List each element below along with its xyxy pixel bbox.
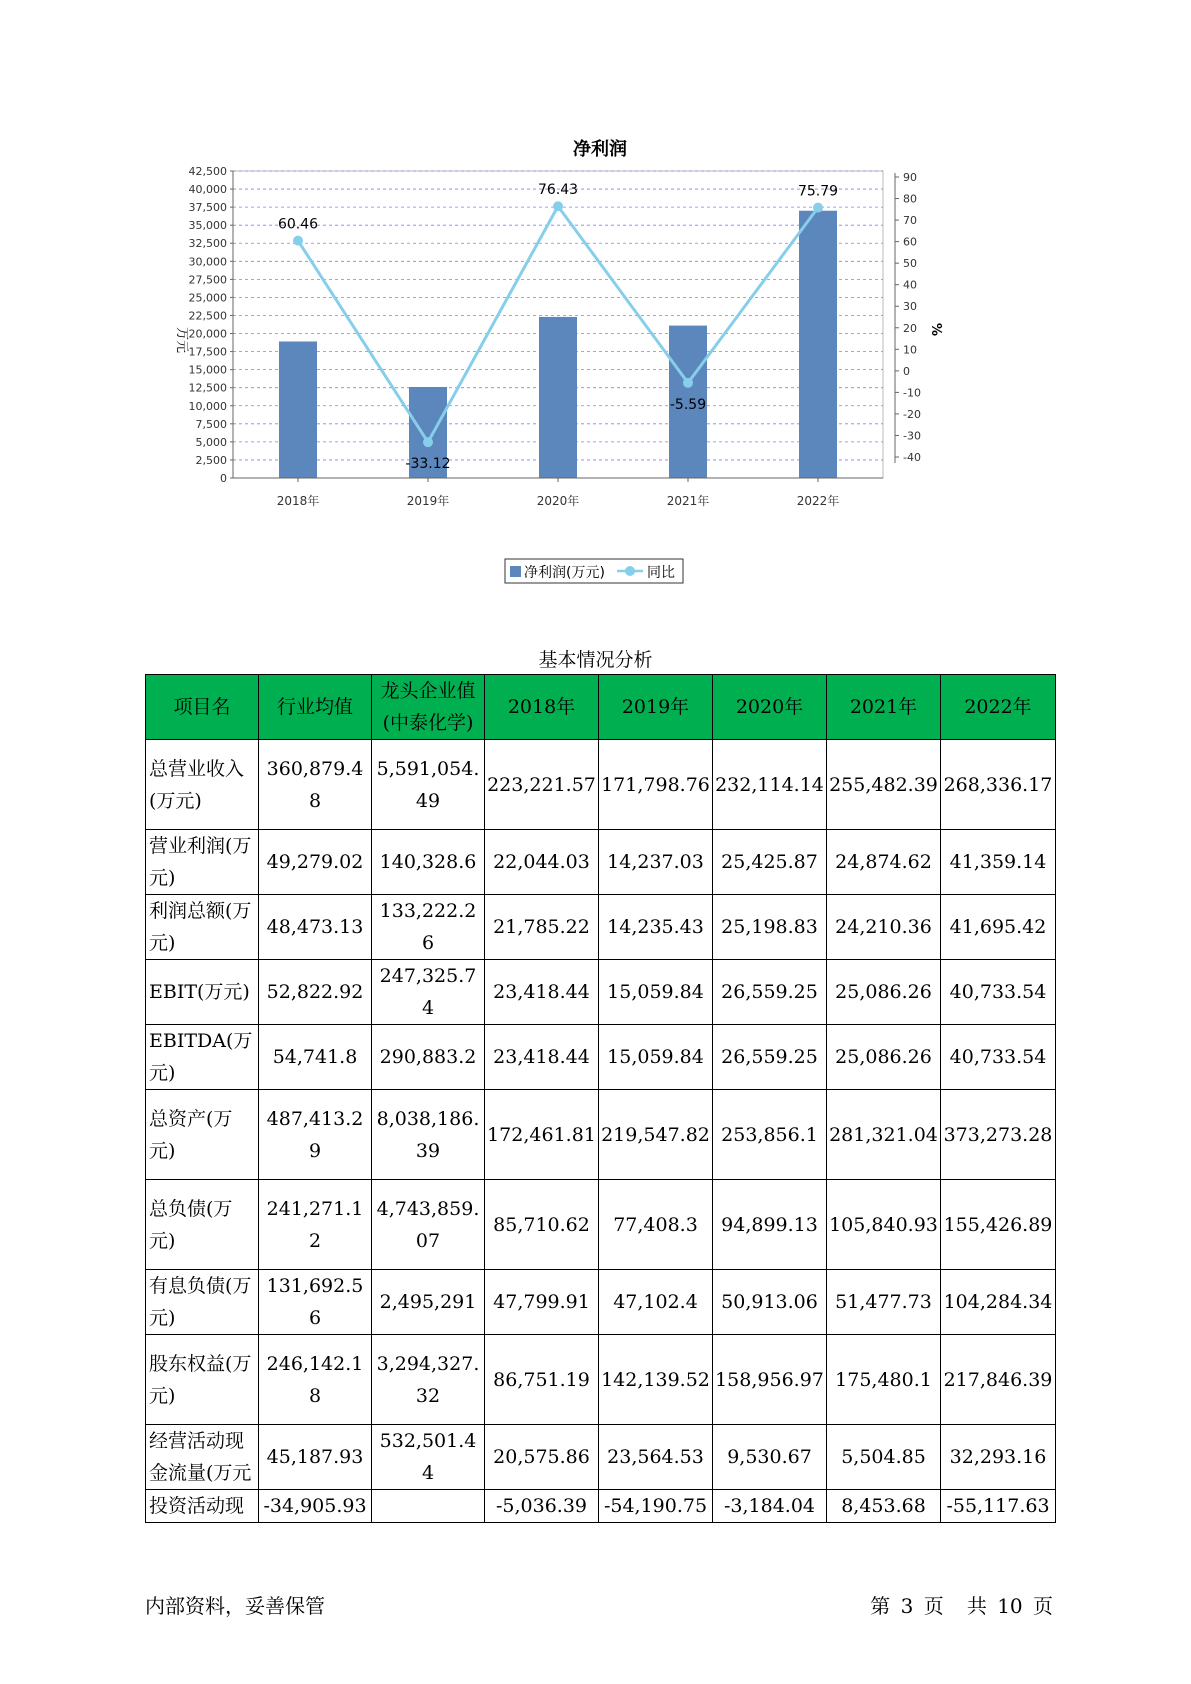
table-row	[146, 1425, 1056, 1490]
x-tick-label: 2020年	[536, 494, 580, 508]
y2-tick-label: 60	[903, 235, 917, 249]
table-cell: 23,418.44	[485, 1025, 599, 1090]
yoy-data-label: 60.46	[277, 216, 319, 233]
table-cell: 45,187.93	[259, 1425, 372, 1490]
table-cell: 48,473.13	[259, 895, 372, 960]
row-item-name: 总负债(万元)	[146, 1180, 259, 1270]
bar	[279, 341, 317, 478]
header-cell: 2019年	[599, 675, 713, 740]
header-cell: 2018年	[485, 675, 599, 740]
table-cell: 26,559.25	[713, 1025, 827, 1090]
table-cell: 32,293.16	[941, 1425, 1056, 1490]
table-cell: 85,710.62	[485, 1180, 599, 1270]
table-cell: 155,426.89	[941, 1180, 1056, 1270]
table-cell: 171,798.76	[599, 740, 713, 830]
page-unit: 页	[923, 1594, 944, 1618]
table-row	[146, 960, 1056, 1025]
table-cell: 247,325.74	[372, 960, 485, 1025]
table-cell: -3,184.04	[713, 1490, 827, 1523]
header-cell: 2022年	[941, 675, 1056, 740]
row-item-name: 总营业收入(万元)	[146, 740, 259, 830]
y2-tick-label: 50	[903, 257, 917, 271]
y-tick-label: 32,500	[188, 237, 227, 251]
table-cell: 51,477.73	[827, 1270, 941, 1335]
yoy-data-label: 75.79	[797, 183, 839, 200]
legend-bar-swatch	[510, 566, 521, 577]
y-tick-label: 15,000	[188, 363, 227, 377]
chart-title: 净利润	[573, 139, 627, 160]
table-cell: 25,198.83	[713, 895, 827, 960]
table-cell	[372, 1490, 485, 1523]
legend-label-yoy: 同比	[647, 565, 675, 581]
total-prefix: 共	[966, 1594, 987, 1618]
y-axis-label: 万元	[174, 327, 189, 354]
table-cell: 232,114.14	[713, 740, 827, 830]
table-cell: 47,102.4	[599, 1270, 713, 1335]
table-cell: 532,501.44	[372, 1425, 485, 1490]
y-tick-label: 7,500	[195, 417, 227, 431]
table-cell: 131,692.56	[259, 1270, 372, 1335]
table-cell: 255,482.39	[827, 740, 941, 830]
table-cell: 94,899.13	[713, 1180, 827, 1270]
table-cell: 5,504.85	[827, 1425, 941, 1490]
table-cell: 5,591,054.49	[372, 740, 485, 830]
y-tick-label: 35,000	[188, 219, 227, 233]
table-cell: 4,743,859.07	[372, 1180, 485, 1270]
y-tick-label: 30,000	[188, 255, 227, 269]
table-cell: 172,461.81	[485, 1090, 599, 1180]
table-cell: 25,086.26	[827, 960, 941, 1025]
bar	[799, 211, 837, 478]
table-cell: 14,235.43	[599, 895, 713, 960]
y-tick-label: 2,500	[195, 453, 227, 467]
table-cell: 24,210.36	[827, 895, 941, 960]
basic-analysis-table	[145, 674, 1056, 1523]
table-row	[146, 740, 1056, 830]
table-cell: 253,856.1	[713, 1090, 827, 1180]
table-cell: -34,905.93	[259, 1490, 372, 1523]
table-cell: 9,530.67	[713, 1425, 827, 1490]
page-prefix: 第	[870, 1594, 891, 1618]
table-cell: 281,321.04	[827, 1090, 941, 1180]
table-cell: 49,279.02	[259, 830, 372, 895]
table-cell: 219,547.82	[599, 1090, 713, 1180]
table-cell: 373,273.28	[941, 1090, 1056, 1180]
header-cell: 项目名	[146, 675, 259, 740]
table-row	[146, 830, 1056, 895]
y-tick-label: 25,000	[188, 291, 227, 305]
table-row	[146, 895, 1056, 960]
row-item-name: 有息负债(万元)	[146, 1270, 259, 1335]
row-item-name: 股东权益(万元)	[146, 1335, 259, 1425]
page-total: 10	[997, 1594, 1023, 1618]
table-cell: 3,294,327.32	[372, 1335, 485, 1425]
table-cell: 246,142.18	[259, 1335, 372, 1425]
header-cell: 行业均值	[259, 675, 372, 740]
header-cell: 2020年	[713, 675, 827, 740]
table-cell: 217,846.39	[941, 1335, 1056, 1425]
yoy-point	[553, 201, 563, 211]
table-cell: 26,559.25	[713, 960, 827, 1025]
y2-tick-label: 0	[903, 364, 910, 378]
table-cell: 241,271.12	[259, 1180, 372, 1270]
table-header-row	[146, 675, 1056, 740]
bar	[539, 317, 577, 478]
table-cell: 140,328.6	[372, 830, 485, 895]
y-tick-label: 40,000	[188, 183, 227, 197]
table-cell: 22,044.03	[485, 830, 599, 895]
table-cell: 24,874.62	[827, 830, 941, 895]
table-cell: 41,359.14	[941, 830, 1056, 895]
row-item-name: 总资产(万元)	[146, 1090, 259, 1180]
legend-line-marker	[625, 566, 635, 576]
y-tick-label: 10,000	[188, 399, 227, 413]
table-cell: -54,190.75	[599, 1490, 713, 1523]
table-cell: -5,036.39	[485, 1490, 599, 1523]
y2-tick-label: 20	[903, 321, 917, 335]
page-current: 3	[900, 1594, 914, 1618]
header-cell: 龙头企业值(中泰化学)	[372, 675, 485, 740]
row-item-name: 投资活动现	[146, 1490, 259, 1523]
yoy-point	[423, 437, 433, 447]
y-tick-label: 22,500	[188, 309, 227, 323]
y2-tick-label: 90	[903, 171, 917, 184]
table-cell: 8,453.68	[827, 1490, 941, 1523]
y-tick-label: 12,500	[188, 381, 227, 395]
yoy-data-label: -33.12	[405, 456, 451, 473]
y2-tick-label: -20	[903, 407, 921, 421]
table-cell: 268,336.17	[941, 740, 1056, 830]
table-cell: 175,480.1	[827, 1335, 941, 1425]
table-cell: 77,408.3	[599, 1180, 713, 1270]
y-tick-label: 42,500	[188, 165, 227, 178]
table-cell: 86,751.19	[485, 1335, 599, 1425]
table-cell: 360,879.48	[259, 740, 372, 830]
footer-page-number	[868, 1590, 1055, 1619]
y-tick-label: 0	[220, 472, 227, 485]
y2-tick-label: -40	[903, 451, 921, 464]
table-cell: -55,117.63	[941, 1490, 1056, 1523]
y-tick-label: 27,500	[188, 273, 227, 287]
table-cell: 223,221.57	[485, 740, 599, 830]
row-item-name: 利润总额(万元)	[146, 895, 259, 960]
table-cell: 41,695.42	[941, 895, 1056, 960]
table-cell: 50,913.06	[713, 1270, 827, 1335]
table-cell: 14,237.03	[599, 830, 713, 895]
header-cell: 2021年	[827, 675, 941, 740]
yoy-point	[683, 378, 693, 388]
table-cell: 25,086.26	[827, 1025, 941, 1090]
net-profit-chart	[170, 135, 990, 595]
x-tick-label: 2022年	[796, 494, 840, 508]
legend-label-net-profit: 净利润(万元)	[524, 565, 605, 581]
yoy-point	[813, 203, 823, 213]
table-cell: 25,425.87	[713, 830, 827, 895]
table-cell: 15,059.84	[599, 960, 713, 1025]
y-tick-label: 5,000	[195, 435, 227, 449]
row-item-name: EBIT(万元)	[146, 960, 259, 1025]
table-cell: 40,733.54	[941, 1025, 1056, 1090]
table-cell: 23,418.44	[485, 960, 599, 1025]
table-cell: 20,575.86	[485, 1425, 599, 1490]
x-tick-label: 2019年	[406, 494, 450, 508]
table-cell: 487,413.29	[259, 1090, 372, 1180]
y-tick-label: 20,000	[188, 327, 227, 341]
table-cell: 15,059.84	[599, 1025, 713, 1090]
y2-tick-label: -30	[903, 429, 921, 443]
chart-legend	[505, 559, 683, 583]
x-tick-label: 2018年	[276, 494, 320, 508]
table-cell: 8,038,186.39	[372, 1090, 485, 1180]
row-item-name: 经营活动现金流量(万元	[146, 1425, 259, 1490]
table-cell: 142,139.52	[599, 1335, 713, 1425]
table-cell: 158,956.97	[713, 1335, 827, 1425]
y2-axis-label: %	[928, 323, 943, 337]
table-cell: 290,883.2	[372, 1025, 485, 1090]
table-row	[146, 1490, 1056, 1523]
table-row	[146, 1180, 1056, 1270]
y2-tick-label: -10	[903, 386, 921, 400]
table-cell: 104,284.34	[941, 1270, 1056, 1335]
yoy-data-label: 76.43	[537, 182, 579, 199]
row-item-name: 营业利润(万元)	[146, 830, 259, 895]
y2-tick-label: 70	[903, 214, 917, 228]
table-row	[146, 1335, 1056, 1425]
table-cell: 40,733.54	[941, 960, 1056, 1025]
table-row	[146, 1025, 1056, 1090]
footer-confidential-note: 内部资料，妥善保管	[145, 1594, 325, 1618]
table-cell: 21,785.22	[485, 895, 599, 960]
table-row	[146, 1090, 1056, 1180]
y-tick-label: 17,500	[188, 345, 227, 359]
table-cell: 47,799.91	[485, 1270, 599, 1335]
table-cell: 54,741.8	[259, 1025, 372, 1090]
table-row	[146, 1270, 1056, 1335]
table-cell: 2,495,291	[372, 1270, 485, 1335]
table-cell: 23,564.53	[599, 1425, 713, 1490]
row-item-name: EBITDA(万元)	[146, 1025, 259, 1090]
x-tick-label: 2021年	[666, 494, 710, 508]
table-title: 基本情况分析	[538, 649, 653, 671]
y-tick-label: 37,500	[188, 201, 227, 215]
yoy-point	[293, 236, 303, 246]
total-unit: 页	[1033, 1594, 1053, 1618]
table-cell: 105,840.93	[827, 1180, 941, 1270]
y2-tick-label: 40	[903, 278, 917, 292]
y2-tick-label: 80	[903, 192, 917, 206]
yoy-data-label: -5.59	[669, 396, 707, 413]
y2-tick-label: 30	[903, 300, 917, 314]
y2-tick-label: 10	[903, 343, 917, 357]
table-cell: 133,222.26	[372, 895, 485, 960]
table-cell: 52,822.92	[259, 960, 372, 1025]
